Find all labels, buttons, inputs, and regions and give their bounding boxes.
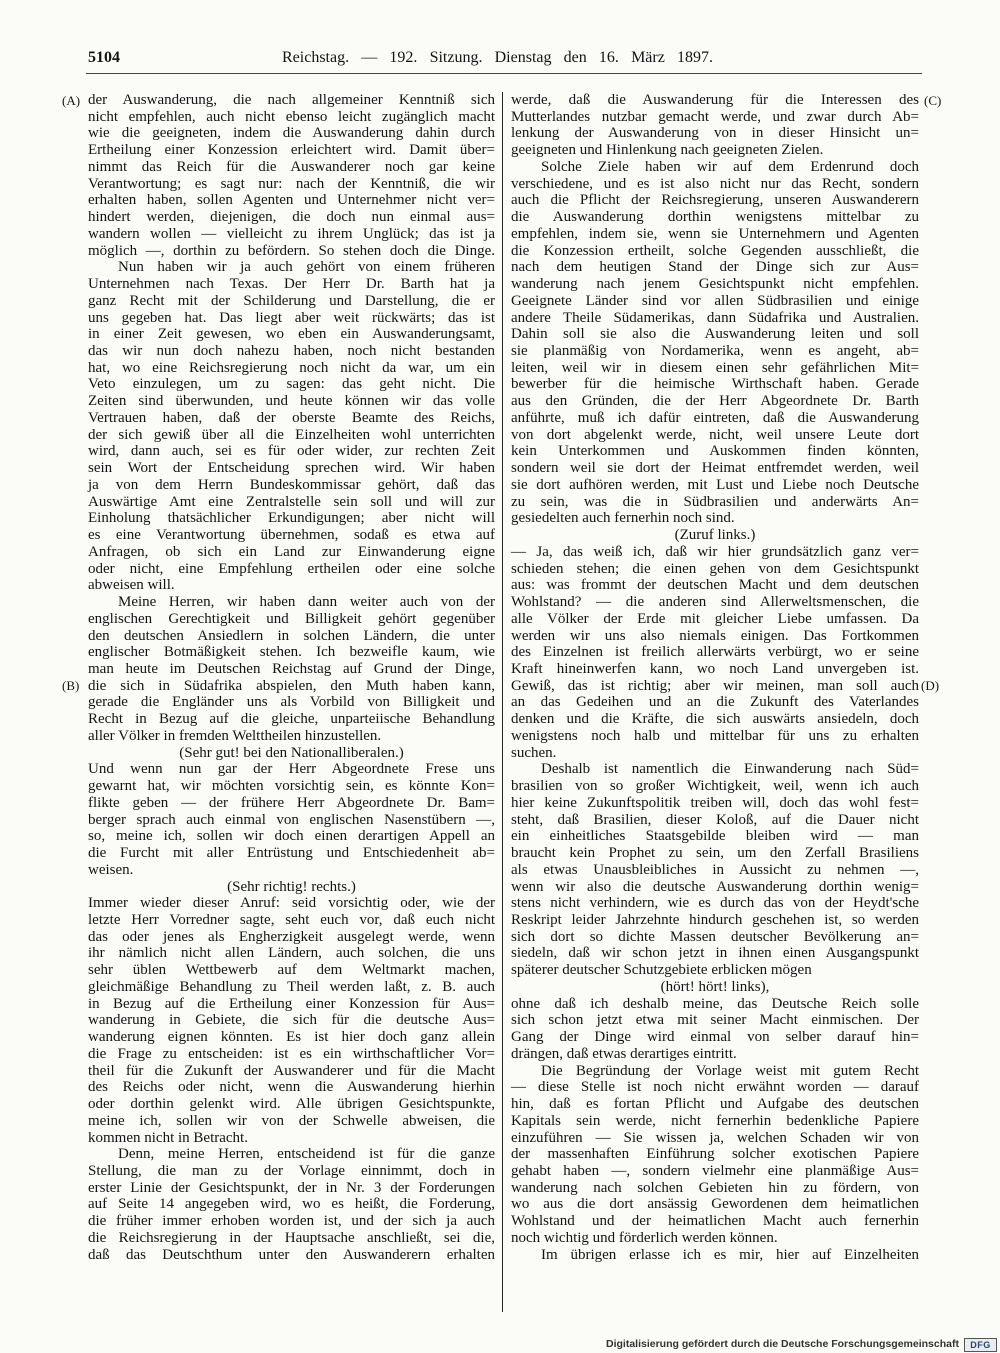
text-line: es eine Verantwortung übernehmen, sodaß es etwa auf xyxy=(88,527,495,544)
text-line: den deutschen Ansiedlern in solchen Ländern, die unter xyxy=(88,627,495,644)
text-line: die früher immer erhoben worden ist, und der sich ja auch xyxy=(88,1213,495,1230)
text-line: suchen. xyxy=(511,744,557,761)
text-line: zu sein, was die in Südbrasilien und anderwärts An= xyxy=(511,493,919,510)
text-line: wanderung in Gebiete, die sich für die deutsche Aus= xyxy=(88,1012,495,1029)
text-line: meine ich, sollen wir von der Schwelle abweisen, die xyxy=(88,1112,495,1129)
text-line: der Auswanderung, die nach allgemeiner Kenntniß sich xyxy=(88,92,495,108)
text-line: die sich in Südafrika abspielen, den Muth haben kann, xyxy=(88,677,495,694)
text-line: auf Seite 14 angegeben wird, wo es heißt, die Forderung, xyxy=(88,1196,495,1213)
text-line: oder dorthin gelenkt wird. Alle übrigen Gesichtspunkte, xyxy=(88,1096,495,1113)
text-line: wie die geeigneten, indem die Auswanderung dahin durch xyxy=(88,125,495,142)
text-line: — diese Stelle ist noch nicht erwähnt worden — darauf xyxy=(511,1079,919,1096)
text-line: die Auswanderung dorthin wenigstens mittelbar zu xyxy=(511,209,919,226)
text-line: gesiedelten auch fernerhin noch sind. xyxy=(511,510,735,527)
text-line: das oder jenes als Engherzigkeit ausgelegt werde, wenn xyxy=(88,928,495,945)
text-line: gerade die Engländer uns als Vorbild von Billigkeit und xyxy=(88,694,495,711)
text-line: Zeiten sind überwunden, und heute können wir das volle xyxy=(88,393,495,410)
text-line: ein einheitliches Staatsgebilde bleiben wird — man xyxy=(511,828,919,845)
column-divider xyxy=(502,92,503,1312)
text-line: Recht in Bezug auf die gleiche, unparteiische Behandlung xyxy=(88,711,495,728)
text-line: Anfragen, ob sich ein Land zur Einwanderung eigne xyxy=(88,543,495,560)
right-column xyxy=(511,92,919,1263)
text-line: Die Begründung der Vorlage weist mit gutem Recht xyxy=(541,1062,919,1079)
text-line: Nun haben wir ja auch gehört von einem früheren xyxy=(118,259,495,276)
text-line: ja von dem Herrn Bundeskommissar gehört, daß das xyxy=(88,476,495,493)
text-line: anführte, muß ich dafür eintreten, daß die Auswanderung xyxy=(511,409,919,426)
text-line: empfehlen, indem sie, wenn sie Unternehmern und Agenten xyxy=(511,225,919,242)
text-line: hat, wo eine Reichsregierung noch nicht da war, um ein xyxy=(88,359,495,376)
text-line: man heute im Deutschen Reichstag auf Grund der Dinge, xyxy=(88,660,495,677)
text-line: noch wichtig und förderlich werden können. xyxy=(511,1229,778,1246)
text-line: die Furcht mit aller Entrüstung und Entschiedenheit ab= xyxy=(88,845,495,862)
text-line: Gang der Dinge wird einmal von selber darauf hin= xyxy=(511,1029,919,1046)
text-line: letzte Herr Vorredner sagte, seht euch vor, daß euch nicht xyxy=(88,911,495,928)
text-line: einzuführen — Sie wissen ja, welchen Schaden wir von xyxy=(511,1129,919,1146)
text-line: wanderung nach solchen Gebieten hin zu fördern, von xyxy=(511,1179,919,1196)
text-line: lenkung der Auswanderung von in dieser Hinsicht un= xyxy=(511,125,919,142)
text-line: Mutterlandes nutzbar gemacht werde, und zwar durch Ab= xyxy=(511,108,919,125)
text-line: der sich gewiß über all die Einzelheiten wohl unterrichten xyxy=(88,426,495,443)
interjection: (hört! hört! links), xyxy=(660,978,770,995)
text-line: des Einzelnen ist freilich allerwärts verbürgt, wo er seine xyxy=(511,644,919,661)
text-line: Im übrigen erlasse ich es mir, hier auf Einzelheiten xyxy=(541,1246,919,1263)
page-number: 5104 xyxy=(88,49,120,66)
text-line: Wohlstand? — die anderen sind Allerweltsmenschen, die xyxy=(511,594,919,611)
text-line: englischen Gerechtigkeit und Billigkeit gehört gegenüber xyxy=(88,610,495,627)
text-line: Kapitals sein werde, nicht fernerhin bedenkliche Papiere xyxy=(511,1112,919,1129)
text-line: Veto einzulegen, um zu sagen: das geht nicht. Die xyxy=(88,376,495,393)
margin-marker-a: (A) xyxy=(62,93,81,108)
text-line: die Frage zu entscheiden: ist es ein wirthschaftlicher Vor= xyxy=(88,1045,495,1062)
text-line: drängen, daß etwas derartiges eintritt. xyxy=(511,1045,737,1062)
text-line: Denn, meine Herren, entscheidend ist für die ganze xyxy=(118,1146,495,1163)
text-line: siedeln, daß wir schon jetzt in ihnen einen Ausgangspunkt xyxy=(511,945,919,962)
text-line: denken und die Kräfte, die sich auswärts ansiedeln, doch xyxy=(511,711,919,728)
text-line: andere Theile Südamerikas, dann Südafrika und Australien. xyxy=(511,309,919,326)
margin-marker-d: (D) xyxy=(921,678,940,693)
text-line: berger sprach auch einmal von englischen Nasenstübern —, xyxy=(88,811,495,828)
text-line: möglich —, dorthin zu befördern. So stehen doch die Dinge. xyxy=(88,242,495,259)
text-line: wanderung eignen könnten. Es ist hier doch ganz allein xyxy=(88,1029,495,1046)
text-line: steht, daß Brasilien, dieser Koloß, auf die Dauer nicht xyxy=(511,811,919,828)
digitization-credit: Digitalisierung gefördert durch die Deutsche Forschungsgemeinschaft xyxy=(606,1338,959,1350)
text-line: uns gegeben hat. Das liegt aber weit rückwärts; das ist xyxy=(88,309,495,326)
interjection: (Sehr gut! bei den Nationalliberalen.) xyxy=(179,744,404,761)
text-line: Wohlstand und der heimatlichen Macht auch fernerhin xyxy=(511,1213,919,1230)
text-line: in Bezug auf die Ertheilung einer Konzession für Aus= xyxy=(88,995,495,1012)
text-line: gewarnt hat, wir möchten vorsichtig sein, es könnte Kon= xyxy=(88,778,495,795)
text-line: hier keine Zukunftspolitik treiben will, doch das wohl fest= xyxy=(511,794,919,811)
text-line: Unternehmen nach Texas. Der Herr Dr. Barth hat ja xyxy=(88,276,495,293)
text-line: wenigstens noch halb und mittelbar für uns zu erhalten xyxy=(511,727,919,744)
text-line: ohne daß ich deshalb meine, das Deutsche Reich solle xyxy=(511,995,919,1012)
text-line: sehr üblen Wettbewerb auf dem Weltmarkt machen, xyxy=(88,962,495,979)
text-line: die Konzession ertheilt, solche Gegenden ausschließt, die xyxy=(511,242,919,259)
running-title: Reichstag. — 192. Sitzung. Dienstag den 16. März 1897. xyxy=(282,49,713,66)
text-line: englischer Botmäßigkeit stehen. Ich bezweifle kaum, wie xyxy=(88,644,495,661)
text-line: theil für die Zukunft der Auswanderer und für die Macht xyxy=(88,1062,495,1079)
text-line: flikte geben — der frühere Herr Abgeordnete Dr. Bam= xyxy=(88,794,495,811)
text-line: stens nicht verhindern, wie es durch das von der Heydt'sche xyxy=(511,895,919,912)
text-line: werden wir uns also niemals einigen. Das Fortkommen xyxy=(511,627,919,644)
text-line: verschiedene, und es ist also nicht nur das Recht, sondern xyxy=(511,175,919,192)
text-line: wird, dann auch, sei es für oder wider, zur rechten Zeit xyxy=(88,443,495,460)
text-line: ganz Recht mit der Schilderung und Darstellung, die er xyxy=(88,292,495,309)
text-line: wanderung nach jenem Gesichtspunkt nicht empfehlen. xyxy=(511,276,919,293)
text-line: daß das Deutschthum unter den Auswanderern erhalten xyxy=(88,1246,495,1263)
text-line: sich schon jetzt etwa mit seiner Macht einmischen. Der xyxy=(511,1012,919,1029)
text-line: Einholung thatsächlicher Erkundigungen; aber nicht will xyxy=(88,510,495,527)
text-line: Ertheilung einer Konzession erleichtert wird. Damit über= xyxy=(88,142,495,159)
text-line: brasilien von so großer Wichtigkeit, weil, wenn ich auch xyxy=(511,778,919,795)
text-line: schieden stehen; die einen gehen von dem Gesichtspunkt xyxy=(511,560,919,577)
text-line: aller Völker in fremden Welttheilen hinzustellen. xyxy=(88,727,382,744)
text-line: geeigneten und Hinlenkung nach geeigneten Zielen. xyxy=(511,142,824,159)
text-line: gehabt haben —, sondern vielmehr eine planmäßige Aus= xyxy=(511,1163,919,1179)
text-line: kommen nicht in Betracht. xyxy=(88,1129,248,1146)
header-rule xyxy=(86,73,922,74)
text-line: nimmt das Reich für die Auswanderer noch gar keine xyxy=(88,158,495,175)
text-line: Reskript leider Jahrzehnte hindurch geschehen ist, so werden xyxy=(511,911,919,928)
text-line: hin, daß es fortan Pflicht und Aufgabe des deutschen xyxy=(511,1096,919,1113)
text-line: abweisen will. xyxy=(88,577,175,594)
text-line: leiten, weil wir in diesem einen sehr gefährlichen Mit= xyxy=(511,359,919,376)
text-line: oder nicht, eine Empfehlung ertheilen oder eine solche xyxy=(88,560,495,577)
text-line: als etwas Unausbleibliches in Aussicht zu nehmen —, xyxy=(511,861,919,878)
text-line: sie dort aufhören werden, mit Lust und Liebe noch Deutsche xyxy=(511,476,919,493)
text-line: bewerber für die heimische Wirthschaft haben. Gerade xyxy=(511,376,919,393)
text-line: das wir nun doch nahezu haben, noch nicht bestanden xyxy=(88,343,495,360)
text-line: aus: was frommt der deutschen Macht und dem deutschen xyxy=(511,577,919,594)
text-line: Solche Ziele haben wir auf dem Erdenrund doch xyxy=(541,158,919,175)
text-line: Meine Herren, wir haben dann weiter auch von der xyxy=(118,594,495,611)
text-line: wandern wollen — vielleicht zu ihrem Unglück; das ist ja xyxy=(88,225,495,242)
text-line: nach dem heutigen Stand der Dinge sich zur Aus= xyxy=(511,259,919,276)
text-line: sie planmäßig von Nordamerika, wenn es angeht, ab= xyxy=(511,343,919,360)
dfg-logo: DFG xyxy=(964,1338,997,1352)
text-line: an das Gedeihen und an die Zukunft des Vaterlandes xyxy=(511,694,919,711)
text-line: in einer Zeit gewesen, wo eben ein Auswanderungsamt, xyxy=(88,326,495,343)
text-line: Immer wieder dieser Anruf: seid vorsichtig oder, wie der xyxy=(88,895,495,912)
text-line: Stellung, die man zu der Vorlage einnimmt, doch in xyxy=(88,1163,495,1179)
text-line: erster Linie der Gesichtspunkt, der in Nr. 3 der Forderungen xyxy=(88,1179,495,1196)
text-line: sich dort so dichte Massen deutscher Bevölkerung an= xyxy=(511,928,919,945)
text-line: Auswärtige Amt eine Zentralstelle sein soll und will zur xyxy=(88,493,495,510)
text-line: hindert werden, diejenigen, die doch nun einmal aus= xyxy=(88,209,495,226)
text-line: Verantwortung; es sagt nur: nach der Kenntniß, die wir xyxy=(88,175,495,192)
left-column xyxy=(88,92,495,1263)
text-line: werde, daß die Auswanderung für die Interessen des xyxy=(511,92,919,108)
text-line: gleichmäßige Behandlung zu Theil werden laßt, z. B. auch xyxy=(88,978,495,995)
text-line: Vertrauen haben, daß der oberste Beamte des Reichs, xyxy=(88,409,495,426)
interjection: (Sehr richtig! rechts.) xyxy=(227,878,356,895)
text-line: alle Völker der Erde mit gleicher Liebe umfassen. Da xyxy=(511,610,919,627)
text-line: nicht empfehlen, auch nicht ebenso leicht zugänglich macht xyxy=(88,108,495,125)
text-line: auch die Pflicht der Reichsregierung, unseren Auswanderern xyxy=(511,192,919,209)
text-line: ihr nämlich nicht allen Ländern, auch solchen, die uns xyxy=(88,945,495,962)
text-line: von dort abgelenkt werde, nicht, weil unsere Leute dort xyxy=(511,426,919,443)
text-line: aus den Gründen, die der Herr Abgeordnete Dr. Barth xyxy=(511,393,919,410)
text-line: sein Wort der Entscheidung sprechen wird. Wir haben xyxy=(88,460,495,477)
margin-marker-b: (B) xyxy=(62,678,80,693)
text-line: späterer deutscher Schutzgebiete erblicken mögen xyxy=(511,962,812,979)
text-line: die Reichsregierung in der Hauptsache anschließt, sei die, xyxy=(88,1229,495,1246)
text-line: weisen. xyxy=(88,861,134,878)
text-line: Dahin soll sie also die Auswanderung leiten und soll xyxy=(511,326,919,343)
text-line: kein Unterkommen und Auskommen finden könnten, xyxy=(511,443,919,460)
text-line: Geeignete Länder sind vor allen Südbrasilien und einige xyxy=(511,292,919,309)
text-line: wenn wir also die deutsche Auswanderung dorthin wenig= xyxy=(511,878,919,895)
text-line: Deshalb ist namentlich die Einwanderung nach Süd= xyxy=(541,761,919,778)
text-line: so, meine ich, sollen wir doch einen derartigen Appell an xyxy=(88,828,495,845)
interjection: (Zuruf links.) xyxy=(674,527,756,544)
text-line: Gewiß, das ist richtig; aber wir meinen, man soll auch xyxy=(511,677,919,694)
text-line: der massenhaften Einführung solcher exotischen Papiere xyxy=(511,1146,919,1163)
margin-marker-c: (C) xyxy=(924,93,942,108)
text-line: des Reichs oder nicht, wenn die Auswanderung hierhin xyxy=(88,1079,495,1096)
text-line: Und wenn nun gar der Herr Abgeordnete Frese uns xyxy=(88,761,495,778)
text-line: erhalten haben, sollen Agenten und Unternehmer nicht ver= xyxy=(88,192,495,209)
text-line: sondern weil sie dort der Heimat entfremdet werden, weil xyxy=(511,460,919,477)
text-line: braucht kein Prophet zu sein, um den Zerfall Brasiliens xyxy=(511,845,919,862)
text-line: — Ja, das weiß ich, daß wir hier grundsätzlich ganz ver= xyxy=(511,543,919,560)
text-line: Kraft hineinwerfen kann, wo noch Land unvergeben ist. xyxy=(511,660,919,677)
text-line: wo aus die dort ansässig Gewordenen dem heimatlichen xyxy=(511,1196,919,1213)
